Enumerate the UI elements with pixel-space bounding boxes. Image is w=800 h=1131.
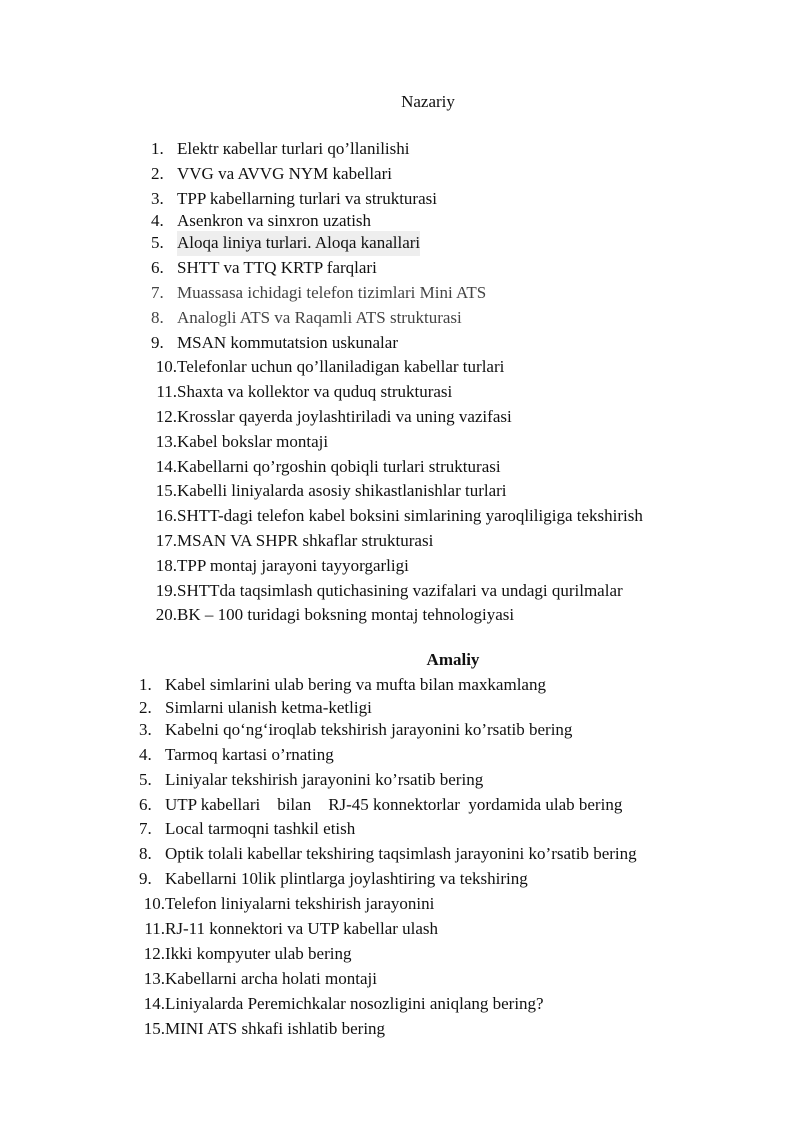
list-item: 17.MSAN VA SHPR shkaflar strukturasi <box>155 530 434 550</box>
list-item: 2. Simlarni ulanish ketma-ketligi <box>139 697 372 717</box>
list-item: 19.SHTTda taqsimlash qutichasining vazifalari va undagi qurilmalar <box>155 580 623 600</box>
list-item: 14.Kabellarni qo’rgoshin qobiqli turlari strukturasi <box>155 456 501 476</box>
list-item: 11.RJ-11 konnektori va UTP kabellar ulash <box>144 919 439 939</box>
list-item: 20.BK – 100 turidagi boksning montaj tehnologiyasi <box>155 605 515 625</box>
list-item: 15.Kabelli liniyalarda asosiy shikastlanishlar turlari <box>155 481 507 501</box>
list-item: 13.Kabel bokslar montaji <box>155 431 329 451</box>
list-item: 6. SHTT va TTQ KRTP farqlari <box>151 258 377 278</box>
list-item-highlighted: 5. Aloqa liniya turlari. Aloqa kanallari <box>143 231 643 256</box>
list-item: 5. Liniyalar tekshirish jarayonini ko’rsatib bering <box>139 769 484 789</box>
list-item: 15.MINI ATS shkafi ishlatib bering <box>143 1018 386 1038</box>
list-item: 13.Kabellarni archa holati montaji <box>143 968 377 988</box>
list-item: 8. Optik tolali kabellar tekshiring taqsimlash jarayonini ko’rsatib bering <box>139 844 637 864</box>
section-title-amaliy: Amaliy <box>426 650 480 669</box>
list-item: 9. Kabellarni 10lik plintlarga joylashtiring va tekshiring <box>139 869 528 889</box>
list-item: 3. TPP kabellarning turlari va strukturasi <box>151 188 437 208</box>
list-item: 12.Ikki kompyuter ulab bering <box>143 943 352 963</box>
section-title-nazariy: Nazariy <box>401 92 455 111</box>
nazariy-list <box>143 137 643 628</box>
list-item: 11.Shaxta va kollektor va quduq strukturasi <box>156 382 453 402</box>
list-item: 18.TPP montaj jarayoni tayyorgarligi <box>155 555 409 575</box>
list-item: 8. Analogli ATS va Raqamli ATS strukturasi <box>151 307 462 327</box>
list-item: 6. UTP kabellari bilan RJ-45 konnektorlar yordamida ulab bering <box>139 794 623 814</box>
list-item: 10.Telefon liniyalarni tekshirish jarayonini <box>143 894 435 914</box>
list-item: 9. MSAN kommutatsion uskunalar <box>151 332 398 352</box>
list-item: 2. VVG va AVVG NYM kabellari <box>151 163 392 183</box>
list-item: 4. Tarmoq kartasi o’rnating <box>139 744 334 764</box>
list-item: 4. Asenkron va sinxron uzatish <box>151 211 372 231</box>
list-item: 12.Krosslar qayerda joylashtiriladi va uning vazifasi <box>155 406 512 426</box>
list-item: 7. Muassasa ichidagi telefon tizimlari Mini ATS <box>151 282 487 302</box>
list-item: 14.Liniyalarda Peremichkalar nosozligini aniqlang bering? <box>143 993 544 1013</box>
list-item: 1. Elektr кabellar turlari qo’llanilishi <box>151 139 410 158</box>
amaliy-list <box>131 673 637 1041</box>
list-item: 10.Telefonlar uchun qo’llaniladigan kabellar turlari <box>155 357 505 377</box>
list-item: 1. Kabel simlarini ulab bering va mufta bilan maxkamlang <box>139 675 546 694</box>
list-item: 7. Local tarmoqni tashkil etish <box>139 819 356 839</box>
list-item: 16.SHTT-dagi telefon kabel boksini simlarining yaroqliligiga tekshirish <box>155 506 643 526</box>
list-item: 3. Kabelni qo‘ng‘iroqlab tekshirish jarayonini ko’rsatib bering <box>139 719 573 739</box>
